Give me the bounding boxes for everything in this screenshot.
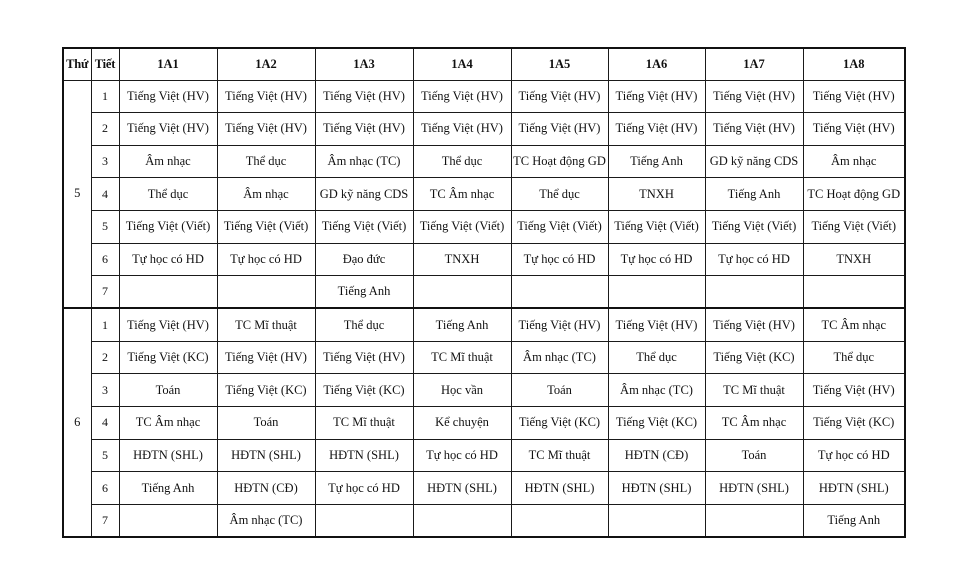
subject-cell: Tiếng Việt (HV) <box>511 113 608 146</box>
period-cell: 4 <box>91 406 119 439</box>
subject-cell: Tiếng Việt (Viết) <box>119 211 217 244</box>
subject-cell: HĐTN (SHL) <box>511 472 608 505</box>
subject-cell: Tiếng Việt (HV) <box>608 308 705 341</box>
subject-cell: Tiếng Việt (HV) <box>315 341 413 374</box>
subject-cell: Tiếng Anh <box>608 145 705 178</box>
subject-cell: Tự học có HD <box>217 243 315 276</box>
subject-cell: Tiếng Việt (HV) <box>511 308 608 341</box>
table-row <box>63 308 905 341</box>
subject-cell: TC Mĩ thuật <box>217 308 315 341</box>
subject-cell: Toán <box>511 374 608 407</box>
period-cell: 1 <box>91 80 119 113</box>
subject-cell: Tự học có HD <box>608 243 705 276</box>
subject-cell: Tiếng Việt (HV) <box>608 113 705 146</box>
table-row <box>63 406 905 439</box>
subject-cell: Thể dục <box>608 341 705 374</box>
subject-cell: TC Hoạt động GD <box>803 178 905 211</box>
subject-cell: Tự học có HD <box>705 243 803 276</box>
subject-cell: Âm nhạc (TC) <box>511 341 608 374</box>
table-row <box>63 243 905 276</box>
subject-cell: TC Hoạt động GD <box>511 145 608 178</box>
subject-cell: Tiếng Việt (KC) <box>803 406 905 439</box>
table-row <box>63 178 905 211</box>
period-cell: 6 <box>91 243 119 276</box>
subject-cell: TC Mĩ thuật <box>705 374 803 407</box>
header-class: 1A2 <box>217 48 315 80</box>
table-row <box>63 145 905 178</box>
table-row <box>63 504 905 537</box>
day-cell: 5 <box>63 80 91 308</box>
table-row <box>63 113 905 146</box>
subject-cell: Tự học có HD <box>413 439 511 472</box>
subject-cell: TC Mĩ thuật <box>413 341 511 374</box>
header-class: 1A3 <box>315 48 413 80</box>
subject-cell: Tiếng Việt (Viết) <box>413 211 511 244</box>
subject-cell: HĐTN (SHL) <box>119 439 217 472</box>
header-tiet: Tiết <box>91 48 119 80</box>
header-class: 1A7 <box>705 48 803 80</box>
subject-cell: Tiếng Việt (HV) <box>119 80 217 113</box>
subject-cell: Toán <box>217 406 315 439</box>
subject-cell: Tiếng Việt (HV) <box>705 80 803 113</box>
subject-cell: Tiếng Anh <box>413 308 511 341</box>
period-cell: 2 <box>91 113 119 146</box>
header-class: 1A6 <box>608 48 705 80</box>
subject-cell: Âm nhạc <box>119 145 217 178</box>
period-cell: 1 <box>91 308 119 341</box>
subject-cell: Thể dục <box>315 308 413 341</box>
subject-cell: Tiếng Việt (HV) <box>315 113 413 146</box>
timetable <box>62 47 906 538</box>
subject-cell: TC Mĩ thuật <box>511 439 608 472</box>
subject-cell: HĐTN (SHL) <box>705 472 803 505</box>
table-row <box>63 80 905 113</box>
subject-cell: Thể dục <box>119 178 217 211</box>
subject-cell: Toán <box>705 439 803 472</box>
subject-cell: TNXH <box>413 243 511 276</box>
subject-cell: Tiếng Việt (KC) <box>217 374 315 407</box>
subject-cell <box>413 504 511 537</box>
header-class: 1A4 <box>413 48 511 80</box>
subject-cell: Tiếng Việt (HV) <box>413 80 511 113</box>
subject-cell: HĐTN (SHL) <box>315 439 413 472</box>
header-class: 1A5 <box>511 48 608 80</box>
subject-cell: Tiếng Việt (Viết) <box>803 211 905 244</box>
period-cell: 7 <box>91 276 119 309</box>
subject-cell: Tiếng Việt (HV) <box>119 308 217 341</box>
table-row <box>63 374 905 407</box>
subject-cell: TC Âm nhạc <box>119 406 217 439</box>
subject-cell <box>217 276 315 309</box>
subject-cell: Tiếng Việt (HV) <box>803 80 905 113</box>
subject-cell: Toán <box>119 374 217 407</box>
subject-cell: HĐTN (SHL) <box>608 472 705 505</box>
subject-cell <box>119 504 217 537</box>
subject-cell: Tiếng Việt (Viết) <box>608 211 705 244</box>
subject-cell <box>413 276 511 309</box>
subject-cell: Thể dục <box>511 178 608 211</box>
header-class: 1A1 <box>119 48 217 80</box>
subject-cell: Âm nhạc <box>803 145 905 178</box>
period-cell: 5 <box>91 211 119 244</box>
subject-cell: Tiếng Việt (HV) <box>803 113 905 146</box>
subject-cell <box>119 276 217 309</box>
subject-cell: Tiếng Việt (HV) <box>119 113 217 146</box>
subject-cell <box>705 276 803 309</box>
subject-cell: Tự học có HD <box>119 243 217 276</box>
subject-cell: HĐTN (CĐ) <box>217 472 315 505</box>
subject-cell <box>705 504 803 537</box>
subject-cell: TC Âm nhạc <box>413 178 511 211</box>
subject-cell <box>315 504 413 537</box>
subject-cell <box>511 276 608 309</box>
subject-cell: Thể dục <box>217 145 315 178</box>
subject-cell <box>608 276 705 309</box>
subject-cell: TNXH <box>608 178 705 211</box>
subject-cell: Kể chuyện <box>413 406 511 439</box>
period-cell: 3 <box>91 145 119 178</box>
subject-cell: Tiếng Việt (KC) <box>705 341 803 374</box>
subject-cell: Tiếng Việt (HV) <box>217 113 315 146</box>
subject-cell: Tiếng Việt (HV) <box>705 113 803 146</box>
subject-cell: Tiếng Anh <box>119 472 217 505</box>
period-cell: 3 <box>91 374 119 407</box>
subject-cell: Tiếng Anh <box>315 276 413 309</box>
subject-cell: Tiếng Việt (HV) <box>803 374 905 407</box>
subject-cell: Thể dục <box>413 145 511 178</box>
subject-cell: Học vần <box>413 374 511 407</box>
subject-cell: Tiếng Việt (KC) <box>511 406 608 439</box>
subject-cell: Tự học có HD <box>803 439 905 472</box>
subject-cell: HĐTN (SHL) <box>217 439 315 472</box>
day-cell: 6 <box>63 308 91 537</box>
subject-cell: Âm nhạc (TC) <box>608 374 705 407</box>
period-cell: 4 <box>91 178 119 211</box>
subject-cell: Tiếng Việt (HV) <box>413 113 511 146</box>
period-cell: 2 <box>91 341 119 374</box>
subject-cell: Tiếng Việt (KC) <box>315 374 413 407</box>
subject-cell: Tiếng Việt (HV) <box>315 80 413 113</box>
subject-cell <box>511 504 608 537</box>
subject-cell: TNXH <box>803 243 905 276</box>
header-class: 1A8 <box>803 48 905 80</box>
subject-cell: Tiếng Việt (HV) <box>705 308 803 341</box>
subject-cell: Tự học có HD <box>315 472 413 505</box>
subject-cell: TC Âm nhạc <box>705 406 803 439</box>
table-row <box>63 276 905 309</box>
subject-cell: HĐTN (CĐ) <box>608 439 705 472</box>
subject-cell <box>608 504 705 537</box>
subject-cell: Tiếng Việt (HV) <box>511 80 608 113</box>
table-row <box>63 341 905 374</box>
subject-cell: Tiếng Việt (Viết) <box>315 211 413 244</box>
timetable-body <box>63 80 905 537</box>
period-cell: 6 <box>91 472 119 505</box>
subject-cell: TC Mĩ thuật <box>315 406 413 439</box>
subject-cell: HĐTN (SHL) <box>803 472 905 505</box>
subject-cell: Tiếng Việt (Viết) <box>705 211 803 244</box>
subject-cell: Âm nhạc <box>217 178 315 211</box>
table-row <box>63 472 905 505</box>
table-row <box>63 211 905 244</box>
subject-cell: Âm nhạc (TC) <box>217 504 315 537</box>
subject-cell: Âm nhạc (TC) <box>315 145 413 178</box>
period-cell: 7 <box>91 504 119 537</box>
subject-cell <box>803 276 905 309</box>
subject-cell: Tiếng Việt (HV) <box>608 80 705 113</box>
header-thu: Thứ <box>63 48 91 80</box>
subject-cell: Tiếng Việt (HV) <box>217 341 315 374</box>
period-cell: 5 <box>91 439 119 472</box>
subject-cell: Tiếng Anh <box>705 178 803 211</box>
subject-cell: TC Âm nhạc <box>803 308 905 341</box>
subject-cell: Tự học có HD <box>511 243 608 276</box>
table-row <box>63 439 905 472</box>
header-row <box>63 48 905 80</box>
subject-cell: Đạo đức <box>315 243 413 276</box>
subject-cell: Tiếng Việt (HV) <box>217 80 315 113</box>
subject-cell: Tiếng Việt (KC) <box>608 406 705 439</box>
subject-cell: Tiếng Anh <box>803 504 905 537</box>
subject-cell: HĐTN (SHL) <box>413 472 511 505</box>
subject-cell: GD kỹ năng CDS <box>705 145 803 178</box>
subject-cell: GD kỹ năng CDS <box>315 178 413 211</box>
subject-cell: Tiếng Việt (Viết) <box>217 211 315 244</box>
subject-cell: Tiếng Việt (KC) <box>119 341 217 374</box>
subject-cell: Tiếng Việt (Viết) <box>511 211 608 244</box>
subject-cell: Thể dục <box>803 341 905 374</box>
